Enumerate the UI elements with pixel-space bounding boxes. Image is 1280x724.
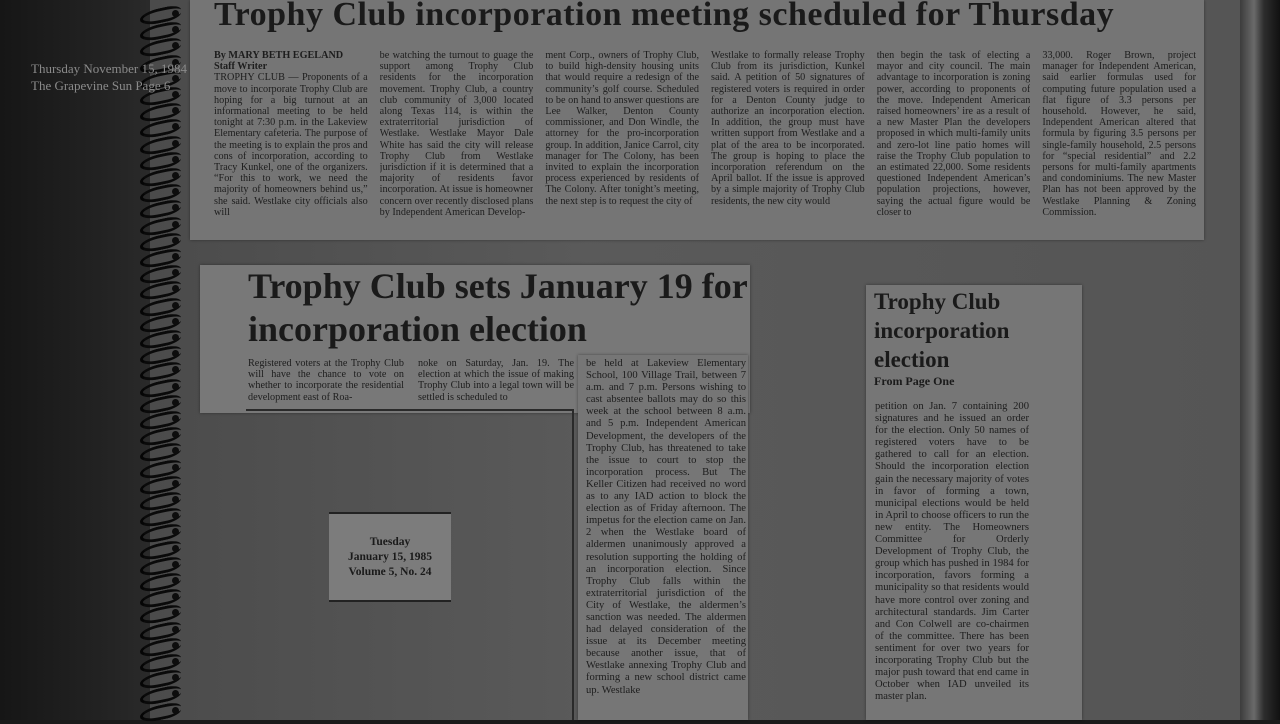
mid-article-column-1: Registered voters at the Trophy Club will have the chance to vote on whether to incorporate the residential development east of Roa- (248, 358, 404, 403)
overlay-caption (31, 60, 191, 94)
mid-article-column-3: be held at Lakeview Elementary School, 100 Village Trail, between 7 a.m. and 7 p.m. Persons wishing to cast absentee ballots may do so this week at the school between 8 a.m. and 5 p.m. Independent American Development, the developers of the Trophy Club, has threatened to take the issue to court to stop the incorporation process. But The Keller Citizen had received no word as to any IAD action to block the election as of Friday afternoon. The impetus for the election came on Jan. 2 when the Westlake board of aldermen unanimously approved a resolution supporting the holding of an incorporation election. Since Trophy Club falls within the extraterritorial jurisdiction of the City of Westlake, the aldermen’s sanction was needed. The aldermen had delayed consideration of the issue at its December meeting because another issue, that of Westlake annexing Trophy Club and forming a new school district came up. Westlake (586, 358, 746, 696)
binding-hole (172, 253, 179, 260)
column-rule-vertical (572, 409, 574, 720)
top-article-column-1 (214, 50, 368, 232)
binding-hole (172, 626, 179, 633)
right-article-body: petition on Jan. 7 containing 200 signatures and he issued an order for the election. Only 50 names of registered voters have to be gathered to call for an election. Should the incorporation election gain the necessary majority of votes in favor of forming a town, municipal elections would be held in April to choose officers to run the new entity. The Homeowners Committee for Orderly Development of Trophy Club, the group which has pushed in 1984 for incorporation, favors forming a municipality so that residents would have more control over zoning and architectural standards. Jim Carter and Con Colwell are co-chairmen of the committee. There has been sentiment for over two years for incorporating Trophy Club but the major push toward that end came in October when IAD unveiled its master plan. (875, 401, 1029, 703)
binding-hole (172, 496, 179, 503)
binding-hole (172, 545, 179, 552)
binding-hole (172, 415, 179, 422)
binding-hole (172, 318, 179, 325)
binding-hole (172, 577, 179, 584)
mid-article-column-2: noke on Saturday, Jan. 19. The election at which the issue of making Trophy Club into a legal town will be settled is scheduled to (418, 358, 574, 403)
volume-number: Volume 5, No. 24 (348, 565, 432, 578)
binding-hole (172, 561, 179, 568)
clipping-right-article (866, 285, 1082, 720)
top-article-column-2: be watching the turnout to guage the support among Trophy Club residents for the incorporation movement. Trophy Club, a country club community of 3,000 located along Texas 114, is within the extraterritorial jurisdiction of Westlake. Westlake Mayor Dale White has said the city will release Trophy Club from Westlake jurisdiction if it is determined that a majority of residents favor incorporation. At issue is homeowner concern over recently disclosed plans by Independent American Develop- (379, 50, 534, 218)
binding-hole (172, 480, 179, 487)
binding-hole (172, 237, 179, 244)
date-weekday: Tuesday (369, 535, 411, 548)
binding-hole (172, 221, 179, 228)
publication-date-box (329, 512, 451, 602)
background-dark-area (0, 0, 150, 720)
binding-hole (172, 334, 179, 341)
top-article-column-3: ment Corp., owners of Trophy Club, to build high-density housing units that would require a redesign of the community’s golf course. Scheduled to be on hand to answer questions are Lee Walker, Denton County commissioner, and Don Windle, the attorney for the pro-incorporation group. In addition, Janice Carrol, city manager for The Colony, has been invited to explain the incorporation process experienced by residents of The Colony. After tonight’s meeting, the next step is to request the city of (545, 50, 700, 207)
overlay-source: The Grapevine Sun Page 6 (31, 78, 171, 93)
binding-hole (172, 172, 179, 179)
date-full: January 15, 1985 (347, 550, 433, 563)
binding-hole (172, 156, 179, 163)
binding-hole (172, 302, 179, 309)
top-article-column-4: Westlake to formally release Trophy Club from its jurisdiction, Kunkel said. A petition of 50 signatures of registered voters is required in order for a Denton County judge to authorize an incorporation election. In addition, the group must have written support from Westlake and a plat of the area to be incorporated. The group is hoping to place the incorporation referendum on the April ballot. If the issue is approved by a simple majority of Trophy Club residents, the new city would (711, 50, 865, 207)
mid-article-headline: Trophy Club sets January 19 for incorporation election (248, 266, 748, 349)
binding-hole (172, 10, 179, 17)
top-article-columns (214, 50, 1196, 232)
column-rule-horizontal (246, 409, 574, 411)
right-article-subhead: From Page One (874, 374, 955, 388)
binding-hole (172, 399, 179, 406)
byline: By MARY BETH EGELAND (214, 50, 344, 61)
binding-hole (172, 707, 179, 714)
byline-role: Staff Writer (214, 61, 268, 73)
binding-hole (172, 642, 179, 649)
clipping-mid-article-continued (578, 355, 748, 720)
binding-hole (172, 464, 179, 471)
binding-hole (172, 383, 179, 390)
scrapbook-page-edge (1240, 0, 1280, 720)
clipping-top-article (190, 0, 1204, 240)
binding-hole (172, 658, 179, 665)
spiral-binding (136, 0, 186, 720)
column-text: TROPHY CLUB — Proponents of a move to incorporate Trophy Club are hoping for a big turnout at an informational meeting to be held tonight at 7:30 p.m. in the Lakeview Elementary cafeteria. The purpose of the meeting is to explain the pros and cons of incorporation, according to Tracy Kunkel, one of the organizers. “For this to work, we need the majority of homeowners behind us,” she said. Westlake city officials also will (214, 72, 368, 218)
top-article-column-6: 33,000. Roger Brown, project manager for Independent American, said earlier formulas used for computing future population used a flat figure of 3.3 persons per household. However, he said, Independent American altered that formula by figuring 3.5 persons per single-family household, 2.5 persons for “special residential” and 2.2 persons for multi-family apartments and condominiums. The new Master Plan has not been approved by the Westlake Planning & Zoning Commission. (1042, 50, 1197, 218)
top-article-column-5: then begin the task of electing a mayor and city council. The main advantage to incorporation is zoning power, according to proponents of the move. Independent American raised homeowners’ ire as a result of a new Master Plan the developers proposed in which multi-family units and zero-lot line patio homes will raise the Trophy Club population to an estimated 22,000. Some residents questioned Independent American’s population projections, however, saying the actual figure would be closer to (876, 50, 1031, 218)
overlay-date: Thursday November 15, 1984 (31, 61, 187, 76)
binding-hole (172, 140, 179, 147)
top-article-headline: Trophy Club incorporation meeting scheduled for Thursday (214, 0, 1115, 33)
right-article-headline: Trophy Club incorporation election (874, 289, 1010, 372)
